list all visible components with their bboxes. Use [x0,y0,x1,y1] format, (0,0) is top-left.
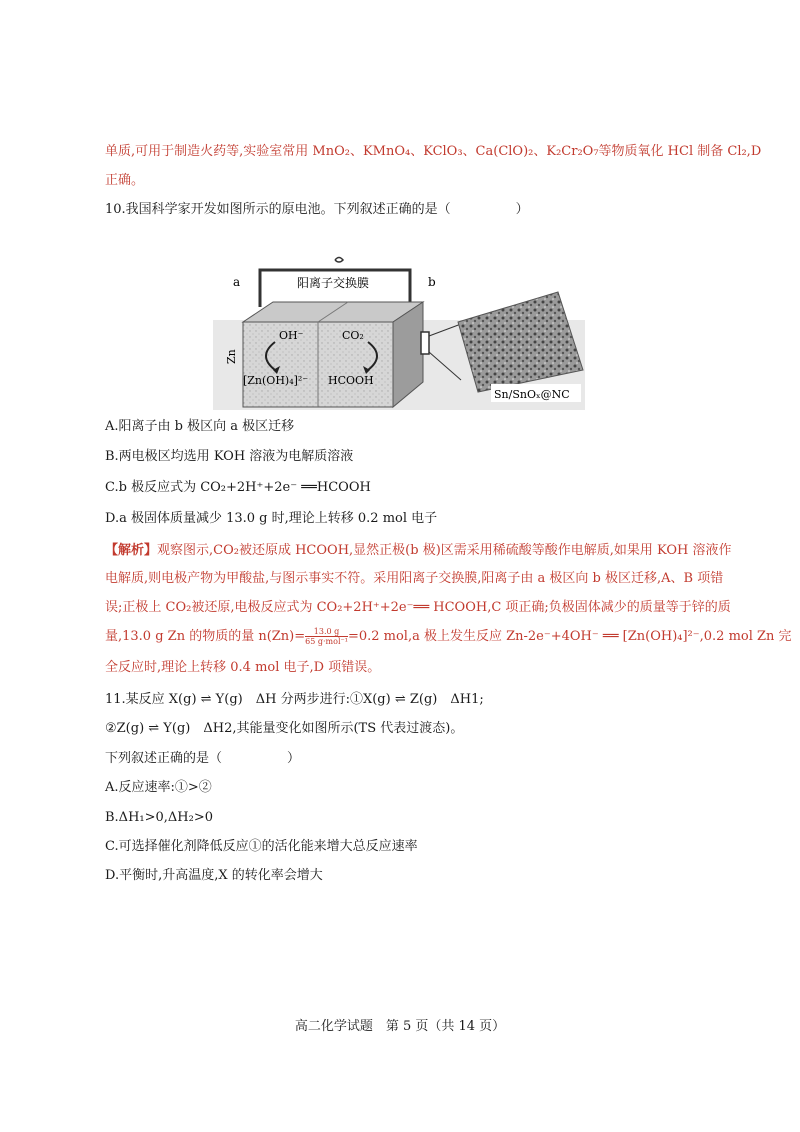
q10-analysis-line1 [105,542,732,560]
fraction-denominator: 65 g·mol⁻¹ [305,637,348,646]
electrode-b-label: b [428,275,436,289]
oh-label: OH⁻ [279,329,304,342]
q10-option-d: D.a 极固体质量减少 13.0 g 时,理论上转移 0.2 mol 电子 [105,511,438,526]
q11-stem-1: 11.某反应 X(g) ⇌ Y(g) ΔH 分两步进行:①X(g) ⇌ Z(g) ΔH1; [105,692,484,707]
fraction-numerator: 13.0 g [305,627,348,637]
prev-explanation-line2: 正确。 [105,173,145,188]
q11-option-a: A.反应速率:①>② [105,780,212,795]
membrane-label: 阳离子交换膜 [297,276,370,290]
zinc-complex-label: [Zn(OH)₄]²⁻ [243,374,309,387]
zn-label: Zn [225,349,238,364]
q10-analysis-line4 [105,627,792,646]
q11-option-b: B.ΔH₁>0,ΔH₂>0 [105,810,214,825]
q10-analysis-line3: 误;正极上 CO₂被还原,电极反应式为 CO₂+2H⁺+2e⁻══ HCOOH,C 项正确;负极固体减少的质量等于锌的质 [105,600,731,615]
analysis-tag: 【解析】 [105,543,158,558]
electrode-a-label: a [233,275,241,289]
hcooh-label: HCOOH [328,374,374,387]
analysis-text-1: 观察图示,CO₂被还原成 HCOOH,显然正极(b 极)区需采用稀硫酸等酸作电解质,如果用 KOH 溶液作 [157,543,732,558]
q11-stem-2: ②Z(g) ⇌ Y(g) ΔH2,其能量变化如图所示(TS 代表过渡态)。 [105,721,464,736]
page-footer: 高二化学试题 第 5 页（共 14 页） [294,1019,506,1034]
prev-explanation-line1: 单质,可用于制造火药等,实验室常用 MnO₂、KMnO₄、KClO₃、Ca(ClO)₂、K₂Cr₂O₇等物质氧化 HCl 制备 Cl₂,D [105,144,762,159]
galvanic-cell-diagram [213,252,585,410]
analysis-text-4b: =0.2 mol,a 极上发生反应 Zn-2e⁻+4OH⁻ ══ [Zn(OH)₄]²⁻,0.2 mol Zn 完 [347,629,792,644]
q10-analysis-line5: 全反应时,理论上转移 0.4 mol 电子,D 项错误。 [105,660,381,675]
q10-option-a: A.阳离子由 b 极区向 a 极区迁移 [105,419,295,434]
q11-option-d: D.平衡时,升高温度,X 的转化率会增大 [105,868,323,883]
catalyst-label: Sn/SnOₓ@NC [494,388,570,401]
q11-option-c: C.可选择催化剂降低反应①的活化能来增大总反应速率 [105,839,418,854]
co2-label: CO₂ [342,329,364,342]
q10-stem: 10.我国科学家开发如图所示的原电池。下列叙述正确的是（ ） [105,202,529,217]
q10-analysis-line2: 电解质,则电极产物为甲酸盐,与图示事实不符。采用阳离子交换膜,阳离子由 a 极区向 b 极区迁移,A、B 项错 [105,571,724,586]
q10-option-b: B.两电极区均选用 KOH 溶液为电解质溶液 [105,449,354,464]
q10-option-c: C.b 极反应式为 CO₂+2H⁺+2e⁻ ══HCOOH [105,480,371,495]
q11-stem-3: 下列叙述正确的是（ ） [105,751,301,766]
galvanic-cell-figure [213,252,585,410]
molar-fraction [305,627,348,646]
analysis-text-4a: 量,13.0 g Zn 的物质的量 n(Zn)= [105,629,306,644]
